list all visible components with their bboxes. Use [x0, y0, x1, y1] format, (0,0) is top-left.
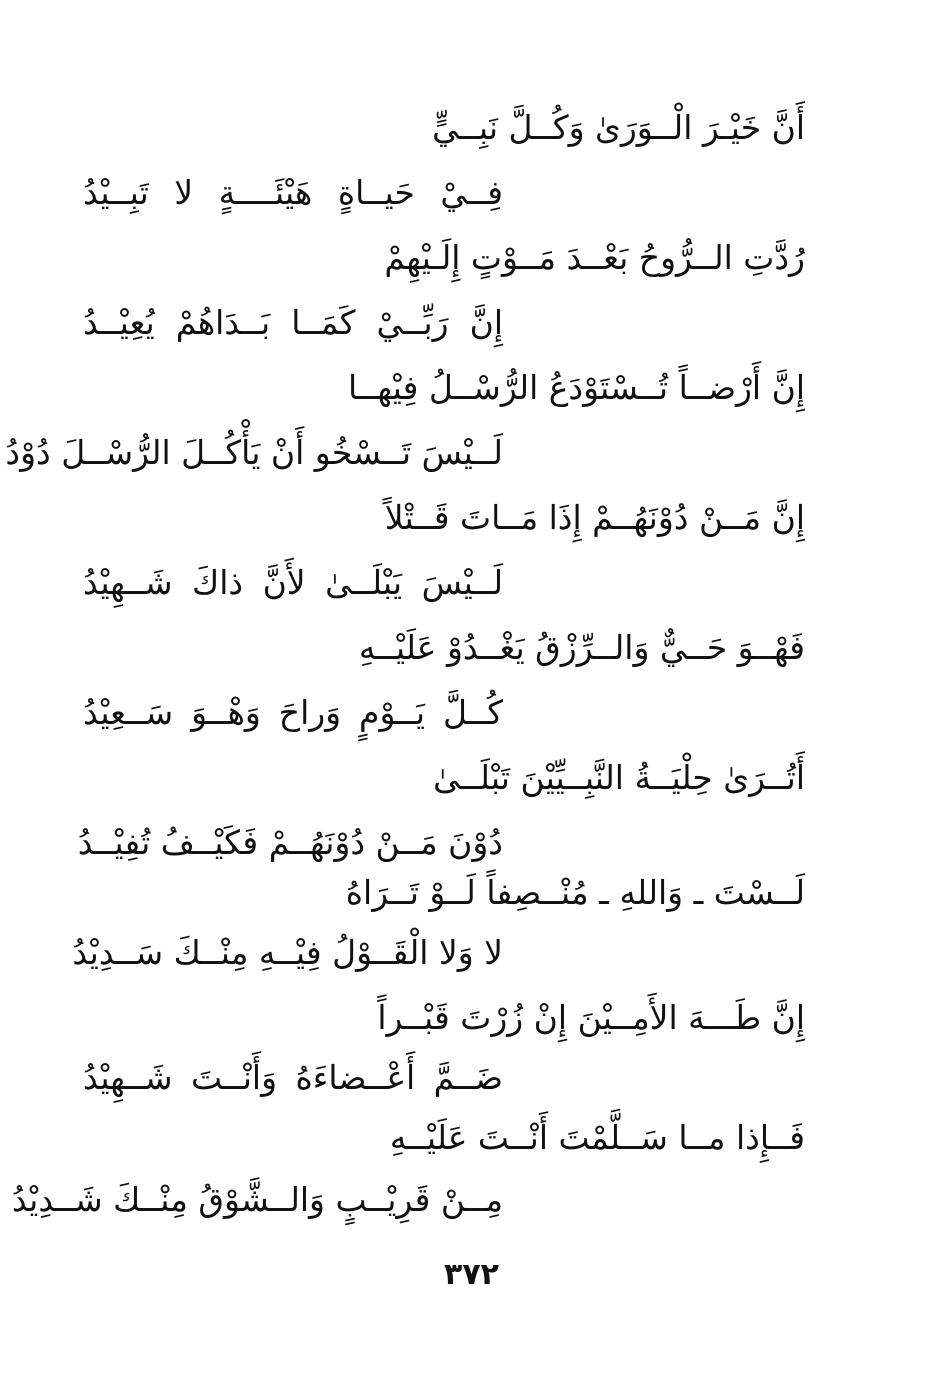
poem-line: لَــيْسَ تَــسْخُو أَنْ يَأْكُــلَ الرُّسْــلَ دُوْدُ [5, 433, 503, 472]
poem-line: لَــيْسَ يَبْلَــىٰ لأَنَّ ذاكَ شَــهِيْدُ [83, 563, 503, 602]
poem-line: لَــسْتَ ـ وَاللهِ ـ مُنْــصِفاً لَــوْ تَــرَاهُ [345, 873, 805, 912]
poem-line: فَهْــوَ حَــيٌّ وَالــرِّزْقُ يَغْــدُوْ عَلَيْــهِ [358, 628, 805, 667]
poem-line: مِــنْ قَرِيْــبٍ وَالــشَّوْقُ مِنْــكَ شَــدِيْدُ [11, 1180, 503, 1219]
poem-line: إِنَّ أَرْضــاً تُــسْتَوْدَعُ الرُّسْــلُ فِيْهــا [348, 368, 805, 407]
poem-line: إِنَّ مَــنْ دُوْنَهُــمْ إِذَا مَــاتَ قَــتْلاً [384, 498, 805, 537]
poem-line: فِــيْ حَيــاةٍ هَيْئَــــةٍ لا تَبِــيْدُ [83, 173, 503, 212]
poem-line: فَــإِذا مــا سَــلَّمْتَ أَنْــتَ عَلَيْــهِ [389, 1118, 805, 1157]
poem-line: إِنَّ طَـــهَ الأَمِــيْنَ إِنْ زُرْتَ قَبْــراً [377, 998, 805, 1037]
poem-line: أَتُــرَىٰ حِلْيَــةُ النَّبِــيِّيْنَ تَبْلَــىٰ [433, 758, 805, 797]
poem-line: رُدَّتِ الــرُّوحُ بَعْــدَ مَــوْتٍ إِلَـيْهِمْ [384, 238, 805, 277]
poem-line: كُــلَّ يَــوْمٍ وَراحَ وَهْــوَ سَــعِيْدُ [83, 693, 503, 732]
poem-line: أَنَّ خَيْـرَ الْــوَرَىٰ وَكُــلَّ نَبِــيٍّ [432, 108, 805, 147]
poem-line: إِنَّ رَبِّــيْ كَمَــا بَــدَاهُمْ يُعِيْــدُ [83, 303, 503, 342]
poem-line: لا وَلا الْقَــوْلُ فِيْــهِ مِنْــكَ سَــدِيْدُ [72, 933, 503, 972]
poem-line: ضَــمَّ أَعْــضاءَهُ وَأَنْــتَ شَــهِيْدُ [83, 1058, 503, 1097]
poem-line: دُوْنَ مَــنْ دُوْنَهُــمْ فَكَيْــفُ تُفِيْــدُ [77, 823, 503, 862]
page-number: ٣٧٢ [444, 1257, 499, 1292]
